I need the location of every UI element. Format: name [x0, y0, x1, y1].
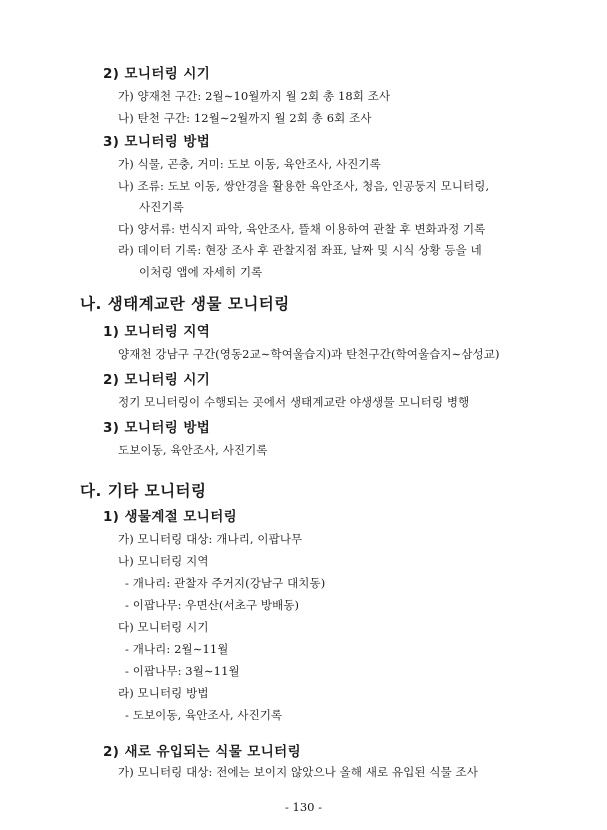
section-title-invasive-species: 나. 생태계교란 생물 모니터링 [80, 295, 290, 313]
list-item: 다) 양서류: 번식지 파악, 육안조사, 뜰채 이용하여 관찰 후 변화과정 기록 [118, 222, 486, 236]
heading-monitoring-period: 2) 모니터링 시기 [103, 66, 211, 82]
sub-list-item: - 이팝나무: 우면산(서초구 방배동) [125, 598, 300, 612]
list-item: 가) 양재천 구간: 2월∼10월까지 월 2회 총 18회 조사 [118, 89, 391, 103]
sub-list-item: - 개나리: 관찰자 주거지(강남구 대치동) [125, 576, 326, 590]
list-item: 나) 탄천 구간: 12월∼2월까지 월 2회 총 6회 조사 [118, 111, 372, 125]
heading-new-plant-monitoring: 2) 새로 유입되는 식물 모니터링 [103, 744, 302, 760]
heading-monitoring-period: 2) 모니터링 시기 [103, 372, 211, 388]
list-item: 라) 데이터 기록: 현장 조사 후 관찰지점 좌표, 날짜 및 시식 상황 등을 네 [118, 243, 482, 257]
list-item: 다) 모니터링 시기 [118, 620, 209, 634]
sub-list-item: - 개나리: 2월∼11월 [125, 642, 229, 656]
sub-list-item: - 도보이동, 육안조사, 사진기록 [125, 708, 283, 722]
heading-monitoring-method: 3) 모니터링 방법 [103, 134, 211, 150]
section-title-other-monitoring: 다. 기타 모니터링 [80, 482, 207, 500]
heading-monitoring-area: 1) 모니터링 지역 [103, 324, 211, 340]
list-item: 가) 식물, 곤충, 거미: 도보 이동, 육안조사, 사진기록 [118, 157, 381, 171]
list-item: 가) 모니터링 대상: 개나리, 이팝나무 [118, 532, 303, 546]
list-item: 라) 모니터링 방법 [118, 686, 209, 700]
body-text: 정기 모니터링이 수행되는 곳에서 생태계교란 야생생물 모니터링 병행 [118, 395, 470, 409]
list-item: 나) 모니터링 지역 [118, 554, 209, 568]
page-number: - 130 - [284, 800, 323, 814]
body-text: 양재천 강남구 구간(영동2교∼학여울습지)과 탄천구간(학여울습지∼삼성교) [118, 347, 500, 361]
list-item-continuation: 사진기록 [139, 200, 184, 214]
heading-monitoring-method: 3) 모니터링 방법 [103, 420, 211, 436]
body-text: 도보이동, 육안조사, 사진기록 [118, 443, 268, 457]
list-item: 가) 모니터링 대상: 전에는 보이지 않았으나 올해 새로 유입된 식물 조사 [118, 765, 478, 779]
list-item: 나) 조류: 도보 이동, 쌍안경을 활용한 육안조사, 청음, 인공둥지 모니터링, [118, 179, 490, 193]
sub-list-item: - 이팝나무: 3월∼11월 [125, 664, 240, 678]
heading-phenology-monitoring: 1) 생물계절 모니터링 [103, 509, 238, 525]
list-item-continuation: 이처링 앱에 자세히 기록 [139, 265, 263, 279]
